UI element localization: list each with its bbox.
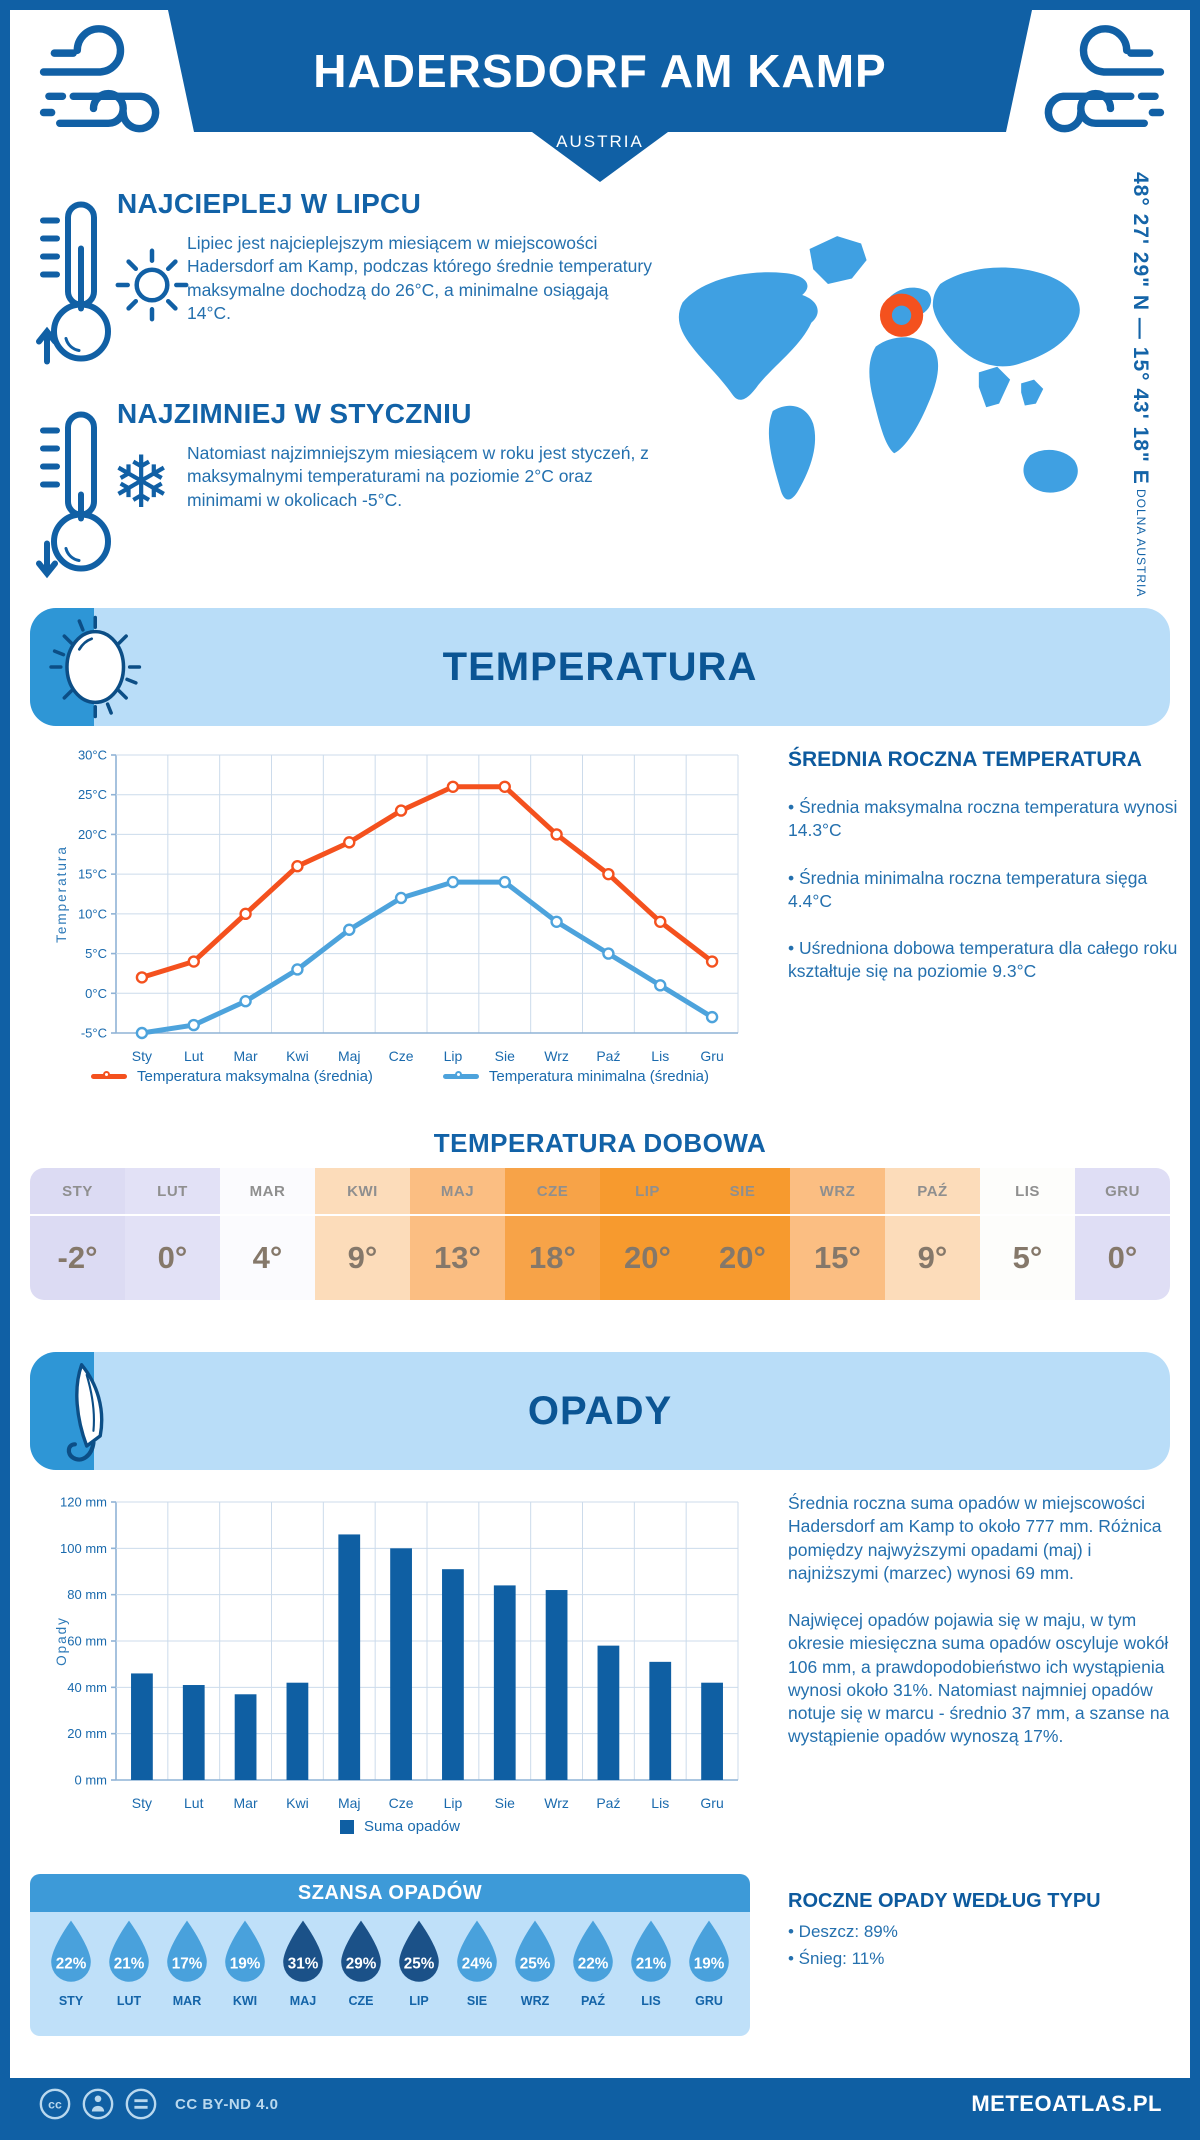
svg-text:Kwi: Kwi: [286, 1795, 309, 1811]
daily-table-value: 20°: [719, 1240, 766, 1275]
daily-table-month: PAŹ: [885, 1168, 980, 1216]
svg-text:Opady: Opady: [54, 1616, 69, 1666]
chance-month-label: STY: [58, 1994, 84, 2008]
coordinates-block: [1128, 172, 1152, 602]
page-subtitle: AUSTRIA: [556, 132, 644, 151]
daily-table-month: STY: [30, 1168, 125, 1216]
daily-table-value: 0°: [157, 1240, 188, 1275]
chance-drop: [450, 1918, 504, 2036]
svg-text:Sty: Sty: [131, 1048, 153, 1064]
svg-text:25%: 25%: [403, 1955, 435, 1973]
chance-month-label: GRU: [695, 1994, 723, 2008]
annual-temperature-heading: ŚREDNIA ROCZNA TEMPERATURA: [788, 748, 1142, 771]
annual-temperature-bullets: [788, 796, 1180, 984]
daily-table-month: MAJ: [410, 1168, 505, 1216]
svg-text:Sie: Sie: [494, 1048, 515, 1064]
coldest-heading: NAJZIMNIEJ W STYCZNIU: [117, 398, 472, 429]
svg-text:Lut: Lut: [184, 1795, 204, 1811]
chance-month-label: PAŹ: [580, 1994, 606, 2008]
svg-text:Sty: Sty: [131, 1795, 153, 1811]
precipitation-chart-legend: [50, 1818, 750, 1835]
svg-text:29%: 29%: [345, 1955, 377, 1973]
svg-text:21%: 21%: [113, 1955, 145, 1973]
daily-table-cell: [600, 1168, 695, 1300]
svg-text:Maj: Maj: [337, 1795, 361, 1811]
chance-month-label: WRZ: [520, 1994, 550, 2008]
temperature-chart-legend: [50, 1068, 750, 1085]
svg-text:Lip: Lip: [443, 1048, 463, 1064]
daily-table-month: MAR: [220, 1168, 315, 1216]
world-map: [655, 172, 1115, 580]
svg-text:5°C: 5°C: [85, 946, 107, 962]
svg-text:10°C: 10°C: [77, 906, 107, 922]
precipitation-type-heading: ROCZNE OPADY WEDŁUG TYPU: [788, 1890, 1101, 1912]
precipitation-chance-box: [30, 1874, 750, 2036]
daily-table-cell: [1075, 1168, 1170, 1300]
chance-drop: [508, 1918, 562, 2036]
temperature-section-title: TEMPERATURA: [442, 644, 758, 689]
coordinates-text: 48° 27' 29" N — 15° 43' 18" E: [1129, 172, 1152, 485]
daily-table-value: 5°: [1012, 1240, 1043, 1275]
daily-table-month: LIS: [980, 1168, 1075, 1216]
legend-item: Temperatura minimalna (średnia): [443, 1068, 709, 1085]
warmest-month-block: [35, 188, 660, 393]
precipitation-chart: [50, 1490, 750, 1820]
raindrop-icon: [160, 1918, 214, 1988]
raindrop-icon: [44, 1918, 98, 1988]
svg-text:Cze: Cze: [388, 1795, 414, 1811]
daily-table-month: GRU: [1075, 1168, 1170, 1216]
chance-drop: [624, 1918, 678, 2036]
chance-month-label: LIS: [641, 1994, 661, 2008]
svg-text:30°C: 30°C: [77, 747, 107, 763]
svg-text:Gru: Gru: [700, 1795, 724, 1811]
chance-month-label: LIP: [409, 1994, 429, 2008]
chance-drop: [334, 1918, 388, 2036]
legend-item: Temperatura maksymalna (średnia): [91, 1068, 373, 1085]
svg-text:0°C: 0°C: [85, 985, 107, 1001]
header-banner: [10, 10, 1190, 190]
precipitation-section-banner: [30, 1352, 1170, 1470]
temperature-chart: [50, 743, 750, 1073]
daily-table-value: 15°: [814, 1240, 861, 1275]
precipitation-section-title: OPADY: [527, 1388, 673, 1433]
daily-table-value: 9°: [347, 1240, 378, 1275]
daily-table-value: 4°: [252, 1240, 283, 1275]
site-name: METEOATLAS.PL: [971, 2091, 1162, 2116]
svg-text:-5°C: -5°C: [80, 1025, 107, 1041]
coldest-month-block: [35, 398, 660, 598]
svg-text:Temperatura: Temperatura: [54, 845, 69, 943]
daily-table-month: SIE: [695, 1168, 790, 1216]
daily-table-cell: [505, 1168, 600, 1300]
svg-text:21%: 21%: [635, 1955, 667, 1973]
svg-text:25%: 25%: [519, 1955, 551, 1973]
chance-drop: [276, 1918, 330, 2036]
precipitation-paragraph: Najwięcej opadów pojawia się w maju, w tym okresie miesięczna suma opadów oscyluje wokół 106 mm, a prawdopodobieństwo ich wystąpienia wynosi około 31%. Natomiast najmniej opadów notuje się w marcu - średnio 37 mm, a szanse na wystąpienie opadów wynoszą 17%.: [788, 1610, 1170, 1747]
chance-month-label: CZE: [348, 1994, 374, 2008]
chance-drop: [218, 1918, 272, 2036]
daily-table-month: LIP: [600, 1168, 695, 1216]
svg-text:Maj: Maj: [337, 1048, 361, 1064]
precipitation-chance-drops: [30, 1912, 750, 2036]
svg-text:Paź: Paź: [596, 1795, 621, 1811]
svg-text:17%: 17%: [171, 1955, 203, 1973]
daily-table-value: -2°: [57, 1240, 98, 1275]
daily-table-value: 18°: [529, 1240, 576, 1275]
daily-table-cell: [220, 1168, 315, 1300]
temperature-section-banner: [30, 608, 1170, 726]
svg-text:22%: 22%: [577, 1955, 609, 1973]
daily-table-month: CZE: [505, 1168, 600, 1216]
daily-table-month: WRZ: [790, 1168, 885, 1216]
raindrop-icon: [392, 1918, 446, 1988]
svg-text:cc: cc: [48, 2097, 62, 2112]
daily-table-month: LUT: [125, 1168, 220, 1216]
region-text: DOLNA AUSTRIA: [1134, 488, 1148, 598]
chance-drop: [566, 1918, 620, 2036]
svg-text:22%: 22%: [55, 1955, 87, 1973]
svg-text:60 mm: 60 mm: [67, 1633, 107, 1649]
svg-text:19%: 19%: [693, 1955, 725, 1973]
daily-table-value: 13°: [434, 1240, 481, 1275]
footer: [10, 2078, 1190, 2130]
warmest-text: Lipiec jest najcieplejszym miesiącem w miejscowości Hadersdorf am Kamp, podczas którego średnie temperatury maksymalne dochodzą do 26°C, a minimalne osiągają 14°C.: [187, 233, 652, 323]
svg-text:Lis: Lis: [651, 1048, 670, 1064]
svg-text:Mar: Mar: [233, 1795, 258, 1811]
daily-table-cell: [695, 1168, 790, 1300]
raindrop-icon: [218, 1918, 272, 1988]
svg-text:19%: 19%: [229, 1955, 261, 1973]
type-bullet: • Deszcz: 89%: [788, 1922, 898, 1941]
raindrop-icon: [334, 1918, 388, 1988]
precipitation-type-bullets: [788, 1921, 1184, 1970]
type-bullet: • Śnieg: 11%: [788, 1948, 885, 1968]
chance-month-label: MAR: [172, 1994, 202, 2008]
daily-temperature-table: [30, 1168, 1170, 1300]
daily-table-value: 20°: [624, 1240, 671, 1275]
daily-table-cell: [315, 1168, 410, 1300]
svg-text:31%: 31%: [287, 1955, 319, 1973]
daily-table-cell: [410, 1168, 505, 1300]
svg-text:100 mm: 100 mm: [60, 1540, 107, 1556]
daily-table-cell: [790, 1168, 885, 1300]
chance-drop: [392, 1918, 446, 2036]
svg-text:Wrz: Wrz: [544, 1795, 569, 1811]
svg-text:0 mm: 0 mm: [74, 1772, 107, 1788]
svg-text:80 mm: 80 mm: [67, 1587, 107, 1603]
svg-text:Paź: Paź: [596, 1048, 621, 1064]
svg-text:Wrz: Wrz: [544, 1048, 569, 1064]
svg-text:15°C: 15°C: [77, 866, 107, 882]
legend-item: Suma opadów: [340, 1818, 460, 1835]
chance-drop: [160, 1918, 214, 2036]
raindrop-icon: [682, 1918, 736, 1988]
raindrop-icon: [566, 1918, 620, 1988]
svg-text:20°C: 20°C: [77, 826, 107, 842]
coldest-text: Natomiast najzimniejszym miesiącem w roku jest styczeń, z maksymalnymi temperaturami na poziomie 2°C oraz minimami w okolicach -5°C.: [187, 443, 649, 510]
svg-text:Lut: Lut: [184, 1048, 204, 1064]
precipitation-chance-title: SZANSA OPADÓW: [30, 1874, 750, 1912]
svg-text:25°C: 25°C: [77, 787, 107, 803]
chance-drop: [44, 1918, 98, 2036]
warmest-heading: NAJCIEPLEJ W LIPCU: [117, 188, 422, 219]
cc-nd-icon: [124, 2087, 158, 2121]
chance-month-label: SIE: [466, 1994, 488, 2008]
svg-text:Sie: Sie: [494, 1795, 515, 1811]
svg-text:120 mm: 120 mm: [60, 1494, 107, 1510]
precipitation-text-block: [788, 1492, 1184, 1749]
chance-drop: [682, 1918, 736, 2036]
svg-text:Kwi: Kwi: [286, 1048, 309, 1064]
svg-text:Cze: Cze: [388, 1048, 414, 1064]
raindrop-icon: [624, 1918, 678, 1988]
cc-icon: [38, 2087, 72, 2121]
svg-text:Lis: Lis: [651, 1795, 670, 1811]
daily-table-cell: [125, 1168, 220, 1300]
license-text: CC BY-ND 4.0: [175, 2095, 279, 2113]
chance-month-label: KWI: [232, 1994, 258, 2008]
svg-text:Gru: Gru: [700, 1048, 724, 1064]
snowflake-icon: ❄: [111, 440, 172, 524]
daily-table-cell: [885, 1168, 980, 1300]
sun-icon: [107, 240, 197, 330]
svg-text:20 mm: 20 mm: [67, 1726, 107, 1742]
svg-text:24%: 24%: [461, 1955, 493, 1973]
annual-temperature-block: [788, 748, 1180, 984]
raindrop-icon: [276, 1918, 330, 1988]
svg-text:Mar: Mar: [233, 1048, 258, 1064]
daily-table-title: TEMPERATURA DOBOWA: [433, 1128, 767, 1158]
annual-bullet: • Uśredniona dobowa temperatura dla całego roku kształtuje się na poziomie 9.3°C: [788, 938, 1178, 982]
daily-table-cell: [30, 1168, 125, 1300]
chance-month-label: MAJ: [289, 1994, 317, 2008]
daily-table-value: 0°: [1107, 1240, 1138, 1275]
raindrop-icon: [450, 1918, 504, 1988]
page-title: HADERSDORF AM KAMP: [313, 45, 887, 97]
annual-bullet: • Średnia maksymalna roczna temperatura wynosi 14.3°C: [788, 797, 1178, 841]
cc-by-person-icon: [81, 2087, 115, 2121]
chance-month-label: LUT: [116, 1994, 142, 2008]
annual-bullet: • Średnia minimalna roczna temperatura sięga 4.4°C: [788, 867, 1148, 911]
precipitation-paragraph: Średnia roczna suma opadów w miejscowości Hadersdorf am Kamp to około 777 mm. Różnica pomiędzy najwyższymi opadami (maj) i najniższymi (marzec) wynosi 69 mm.: [788, 1493, 1162, 1583]
daily-table-month: KWI: [315, 1168, 410, 1216]
precipitation-type-block: [788, 1890, 1184, 1970]
daily-table-cell: [980, 1168, 1075, 1300]
raindrop-icon: [508, 1918, 562, 1988]
svg-text:Lip: Lip: [443, 1795, 463, 1811]
raindrop-icon: [102, 1918, 156, 1988]
daily-table-value: 9°: [917, 1240, 948, 1275]
chance-drop: [102, 1918, 156, 2036]
svg-text:40 mm: 40 mm: [67, 1679, 107, 1695]
